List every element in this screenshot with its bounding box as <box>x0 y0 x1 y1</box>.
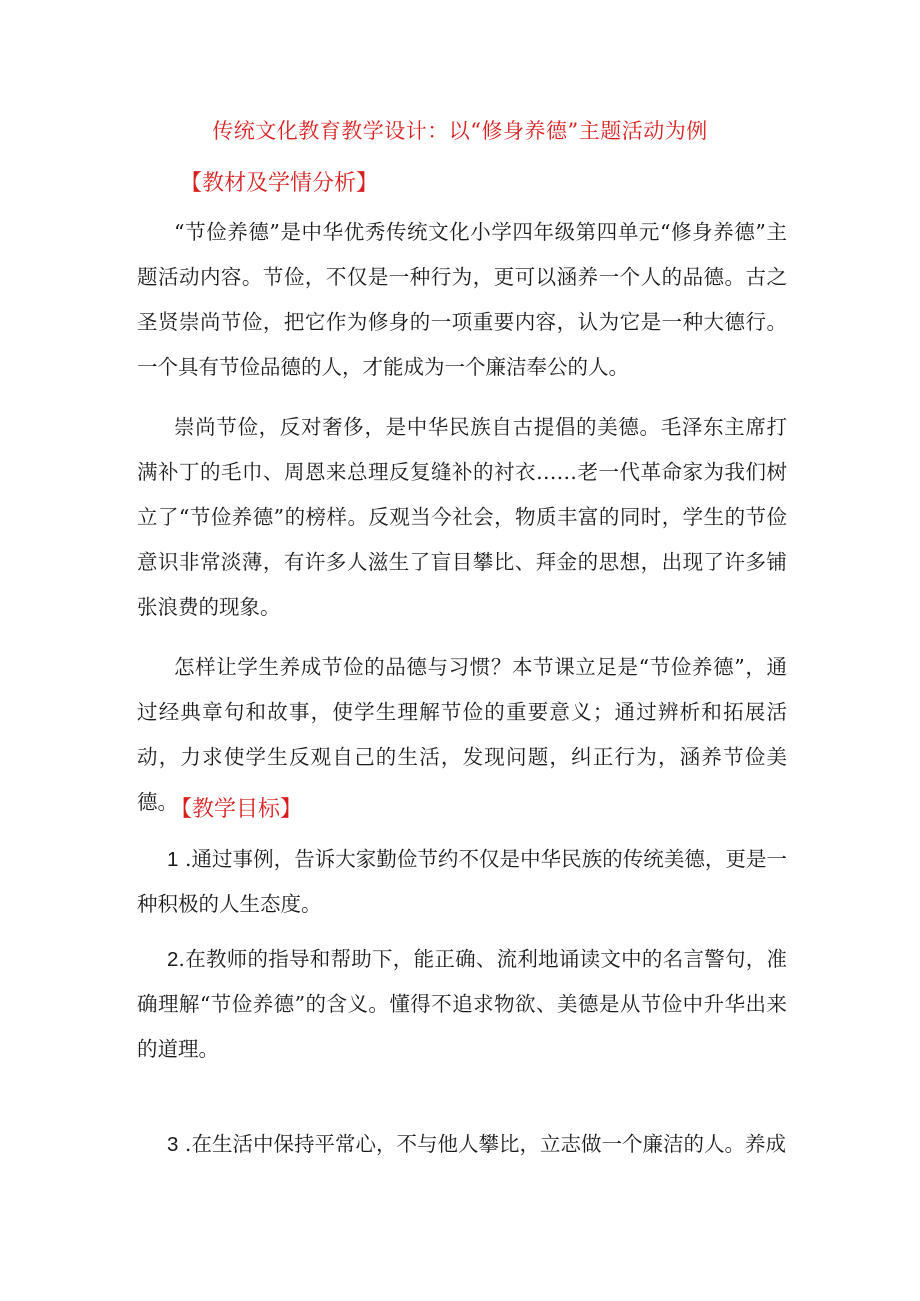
item-number: 1 <box>167 848 179 871</box>
document-title: 传统文化教育教学设计：以“修身养德”主题活动为例 <box>212 119 708 143</box>
list-item <box>137 937 787 1072</box>
list-item <box>137 1122 787 1167</box>
section-heading-analysis: 【教材及学情分析】 <box>180 171 379 196</box>
item-number: 3 <box>167 1133 179 1156</box>
item-text: 在生活中保持平常心，不与他人攀比，立志做一个廉洁的人。养成 <box>191 1132 786 1156</box>
item-text: 通过事例，告诉大家勤俭节约不仅是中华民族的传统美德，更是一种积极的人生态度。 <box>137 847 787 916</box>
item-text: 在教师的指导和帮助下，能正确、流利地诵读文中的名言警句，准确理解“节俭养德”的含义。懂得不追求物欲、美德是从节俭中升华出来的道理。 <box>137 947 787 1061</box>
item-separator: . <box>178 947 185 971</box>
paragraph: 崇尚节俭，反对奢侈，是中华民族自古提倡的美德。毛泽东主席打满补丁的毛巾、周恩来总理反复缝补的衬衣……老一代革命家为我们树立了“节俭养德”的榜样。反观当今社会，物质丰富的同时，学生的节俭意识非常淡薄，有许多人滋生了盲目攀比、拜金的思想，出现了许多铺张浪费的现象。 <box>137 415 787 619</box>
item-separator: . <box>178 1132 192 1156</box>
section-heading-objectives: 【教学目标】 <box>170 797 303 822</box>
list-item <box>137 837 787 927</box>
item-number: 2 <box>167 948 179 971</box>
paragraph: “节俭养德”是中华优秀传统文化小学四年级第四单元“修身养德”主题活动内容。节俭，不仅是一种行为，更可以涵养一个人的品德。古之圣贤崇尚节俭，把它作为修身的一项重要内容，认为它是一种大德行。一个具有节俭品德的人，才能成为一个廉洁奉公的人。 <box>137 220 787 379</box>
paragraph: 怎样让学生养成节俭的品德与习惯？本节课立足是“节俭养德”，通过经典章句和故事，使学生理解节俭的重要意义；通过辨析和拓展活动，力求使学生反观自己的生活，发现问题，纠正行为，涵养节俭美德。 <box>137 655 787 814</box>
item-separator: . <box>178 847 192 871</box>
